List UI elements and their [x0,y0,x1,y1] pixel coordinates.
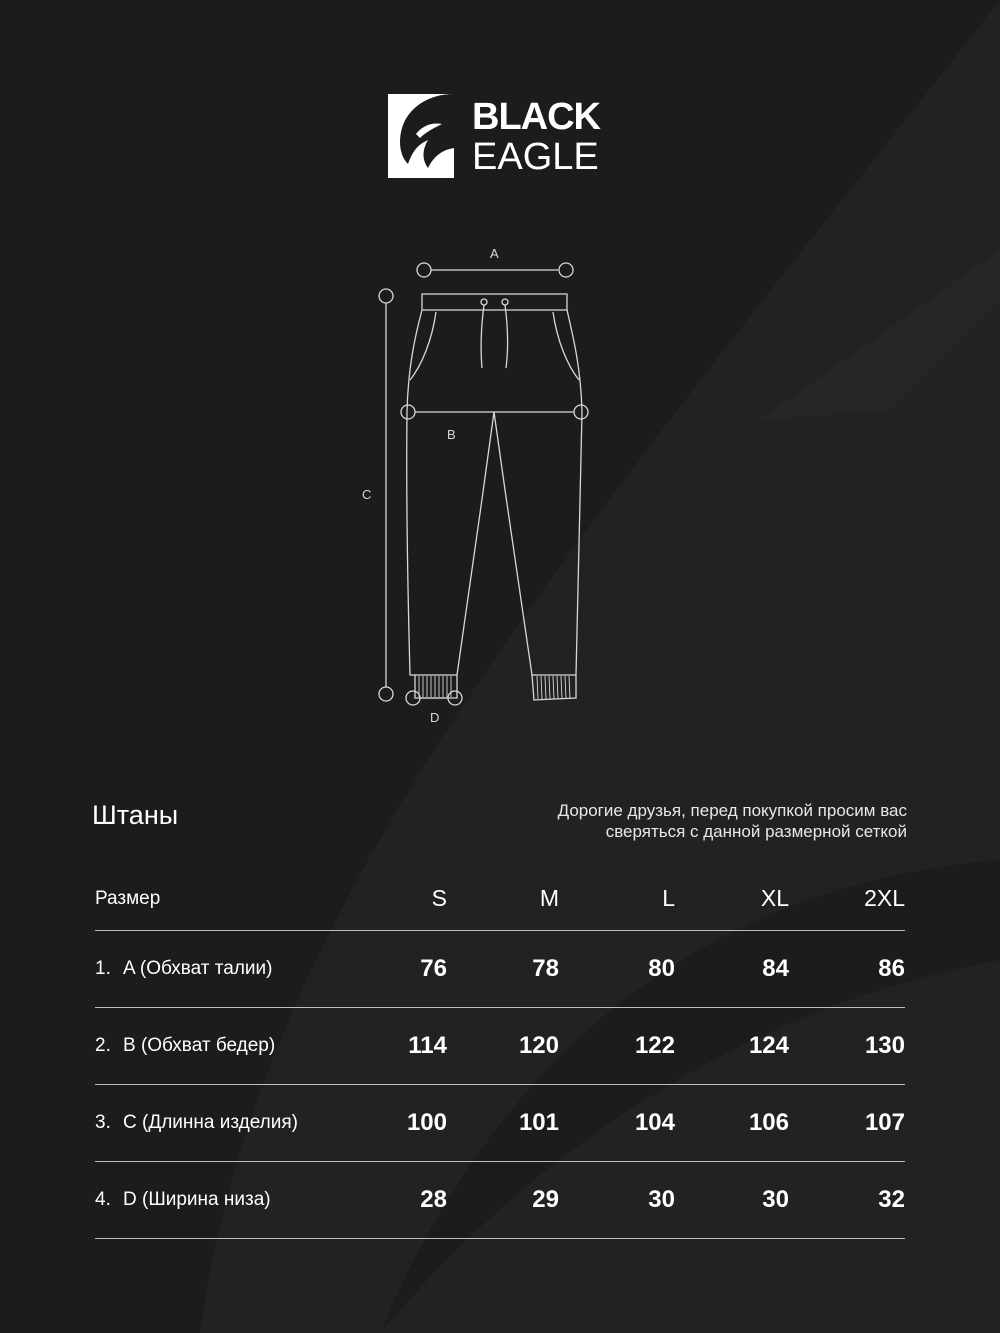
eagle-head-icon [388,94,456,180]
row-number: 3. [95,1111,111,1133]
cell-value: 130 [864,1031,905,1059]
size-header-xl: XL [760,885,789,912]
row-label [95,1161,395,1238]
table-row [95,1084,905,1161]
cell-value: 84 [762,954,789,982]
cell-value: 124 [748,1031,789,1059]
pants-diagram [350,240,600,730]
dimension-label-c: C [362,487,372,502]
row-label [95,1084,395,1161]
table-row [95,1161,905,1238]
dimension-label-a: A [490,246,499,261]
dimension-label-d: D [430,710,440,725]
brand-logo [388,94,628,180]
cell-value: 120 [518,1031,559,1059]
row-number: 4. [95,1188,111,1210]
dimension-label-b: B [447,427,456,442]
brand-name-line1: BLACK [472,96,600,138]
cell-value: 114 [408,1031,447,1059]
row-number: 2. [95,1034,111,1056]
cell-value: 80 [648,954,675,982]
row-label-text: A (Обхват талии) [123,957,273,979]
cell-value: 106 [748,1108,789,1136]
cell-value: 122 [634,1031,675,1059]
table-row [95,1007,905,1084]
cell-value: 76 [420,954,447,982]
table-row [95,930,905,1007]
row-label-text: D (Ширина низа) [123,1188,271,1210]
size-header-label: Размер [95,887,161,909]
cell-value: 32 [878,1185,905,1213]
cell-value: 78 [532,954,559,982]
row-label-text: B (Обхват бедер) [123,1034,276,1056]
size-header-m: M [539,885,559,912]
cell-value: 29 [532,1185,559,1213]
size-header-2xl: 2XL [864,885,905,912]
row-label-text: C (Длинна изделия) [123,1111,298,1133]
row-label [95,1007,395,1084]
size-table [95,868,905,1239]
product-title: Штаны [92,800,179,830]
row-number: 1. [95,957,111,979]
size-header-s: S [431,885,447,912]
size-note [487,800,907,842]
size-note-line1: Дорогие друзья, перед покупкой просим вас [557,801,907,820]
cell-value: 28 [420,1185,447,1213]
cell-value: 101 [518,1108,559,1136]
cell-value: 107 [864,1108,905,1136]
cell-value: 104 [634,1108,675,1136]
cell-value: 30 [648,1185,675,1213]
cell-value: 86 [878,954,905,982]
row-label [95,930,395,1007]
cell-value: 30 [762,1185,789,1213]
brand-name-line2: EAGLE [472,136,599,178]
size-header-l: L [662,885,675,912]
cell-value: 100 [406,1108,447,1136]
table-header-row [95,868,905,930]
size-note-line2: сверяться с данной размерной сеткой [605,822,907,841]
